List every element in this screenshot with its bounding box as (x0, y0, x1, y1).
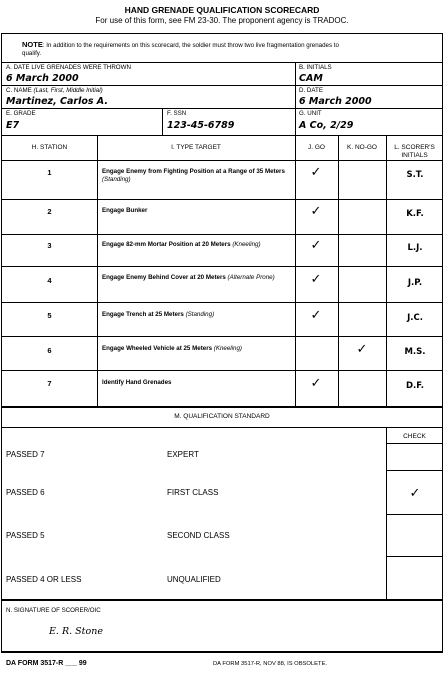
rule (386, 470, 443, 471)
target-task (102, 379, 292, 387)
station-number: 6 (47, 346, 52, 355)
signature-field[interactable]: E. R. Stone (49, 626, 103, 637)
nogo-check[interactable]: ✓ (356, 341, 368, 356)
rule (1, 135, 443, 136)
rule (295, 62, 296, 135)
rating: UNQUALIFIED (167, 575, 221, 584)
go-check[interactable]: ✓ (310, 164, 322, 179)
rating: SECOND CLASS (167, 531, 230, 540)
go-check[interactable]: ✓ (310, 307, 322, 322)
scorer-initials[interactable]: J.P. (407, 278, 423, 288)
station-number: 2 (47, 207, 52, 216)
top-border (1, 33, 443, 34)
check-header: CHECK (403, 433, 426, 440)
station-number: 5 (47, 311, 52, 320)
ssn-field[interactable]: 123-45-6789 (167, 120, 235, 131)
station-number: 7 (47, 379, 52, 388)
go-header: J. GO (308, 144, 325, 151)
station-number: 1 (47, 168, 52, 177)
name-label-text: C. NAME (6, 87, 32, 94)
obsolete-notice: DA FORM 3517-R, NOV 88, IS OBSOLETE. (213, 661, 328, 667)
task-note: (Standing) (102, 176, 131, 183)
rule (1, 406, 443, 408)
task-text: Identify Hand Grenades (102, 379, 172, 386)
target-task (102, 345, 292, 353)
left-border (1, 33, 2, 652)
scorer-header-line1: L. SCORER'S (394, 144, 435, 151)
rule (1, 427, 443, 428)
form-number: DA FORM 3517-R ___ 99 (6, 660, 87, 667)
note-text-2: qualify. (22, 50, 42, 57)
scorer-initials[interactable]: S.T. (406, 170, 424, 180)
rule (1, 199, 443, 200)
rule (97, 135, 98, 407)
initials-label: B. INITIALS (299, 64, 332, 71)
rating: FIRST CLASS (167, 488, 219, 497)
rule (162, 108, 163, 135)
target-task (102, 241, 292, 249)
task-text: Engage 82-mm Mortar Position at 20 Meters (102, 241, 231, 248)
target-task (102, 274, 292, 282)
passed-count: PASSED 5 (6, 531, 45, 540)
rule (386, 514, 443, 515)
grade-label: E. GRADE (6, 110, 36, 117)
task-note: (Kneeling) (213, 345, 242, 352)
form-title: HAND GRENADE QUALIFICATION SCORECARD (124, 5, 320, 15)
scorer-initials[interactable]: M.S. (404, 347, 426, 357)
station-header: H. STATION (31, 144, 68, 151)
go-check[interactable]: ✓ (310, 203, 322, 218)
task-note: (Kneeling) (232, 241, 261, 248)
initials-field[interactable]: CAM (299, 73, 323, 84)
task-text: Engage Bunker (102, 207, 148, 214)
qualification-title: M. QUALIFICATION STANDARD (174, 413, 270, 420)
scorer-initials[interactable]: D.F. (405, 381, 425, 391)
passed-count: PASSED 4 OR LESS (6, 575, 82, 584)
scorer-initials[interactable]: J.C. (407, 313, 423, 323)
task-note: (Alternate Prone) (227, 274, 275, 281)
type-target-header: I. TYPE TARGET (171, 144, 221, 151)
task-text: Engage Enemy Behind Cover at 20 Meters (102, 274, 226, 281)
note-label: NOTE (22, 40, 43, 49)
rule (338, 135, 339, 407)
form-subtitle: For use of this form, see FM 23-30. The proponent agency is TRADOC. (95, 16, 349, 25)
target-task (102, 207, 292, 215)
signature-label: N. SIGNATURE OF SCORER/OIC (6, 607, 101, 614)
date-field[interactable]: 6 March 2000 (299, 96, 372, 107)
rule (1, 302, 443, 303)
nogo-header: K. NO-GO (347, 144, 377, 151)
grade-field[interactable]: E7 (6, 120, 20, 131)
right-border (442, 33, 443, 652)
scorer-header-line2: INITIALS (401, 152, 428, 159)
station-number: 3 (47, 241, 52, 250)
rule (1, 266, 443, 267)
date-thrown-label: A. DATE LIVE GRENADES WERE THROWN (6, 64, 131, 71)
rule (1, 651, 443, 653)
rule (1, 336, 443, 337)
rating: EXPERT (167, 450, 199, 459)
task-text: Engage Wheeled Vehicle at 25 Meters (102, 345, 213, 352)
name-label (6, 87, 103, 94)
passed-count: PASSED 6 (6, 488, 45, 497)
rule (1, 370, 443, 371)
note (22, 40, 339, 49)
rule (1, 599, 443, 601)
unit-field[interactable]: A Co, 2/29 (299, 120, 354, 131)
rule (386, 427, 387, 599)
go-check[interactable]: ✓ (310, 271, 322, 286)
scorer-header (386, 144, 443, 160)
go-check[interactable]: ✓ (310, 375, 322, 390)
target-task (102, 168, 292, 184)
rule (386, 443, 443, 444)
note-text: : In addition to the requirements on this scorecard, the soldier must throw two live fragmentation grenades to (42, 42, 339, 49)
rule (386, 556, 443, 557)
rule (1, 108, 443, 109)
date-thrown-field[interactable]: 6 March 2000 (6, 73, 79, 84)
unit-label: G. UNIT (299, 110, 322, 117)
scorer-initials[interactable]: K.F. (406, 209, 424, 219)
rule (1, 85, 443, 86)
task-text: Engage Enemy from Fighting Position at a Range of 35 Meters (102, 168, 285, 175)
task-text: Engage Trench at 25 Meters (102, 311, 184, 318)
rule (1, 160, 443, 161)
ssn-label: F. SSN (167, 110, 187, 117)
name-field[interactable]: Martinez, Carlos A. (6, 96, 108, 107)
rule (1, 62, 443, 63)
go-check[interactable]: ✓ (310, 237, 322, 252)
name-label-hint: (Last, First, Middle Initial) (33, 87, 103, 94)
rule (1, 234, 443, 235)
task-note: (Standing) (185, 311, 215, 318)
qualification-check[interactable]: ✓ (409, 485, 421, 500)
date-label: D. DATE (299, 87, 323, 94)
scorer-initials[interactable]: L.J. (407, 243, 423, 253)
target-task (102, 311, 292, 319)
passed-count: PASSED 7 (6, 450, 45, 459)
station-number: 4 (47, 276, 52, 285)
